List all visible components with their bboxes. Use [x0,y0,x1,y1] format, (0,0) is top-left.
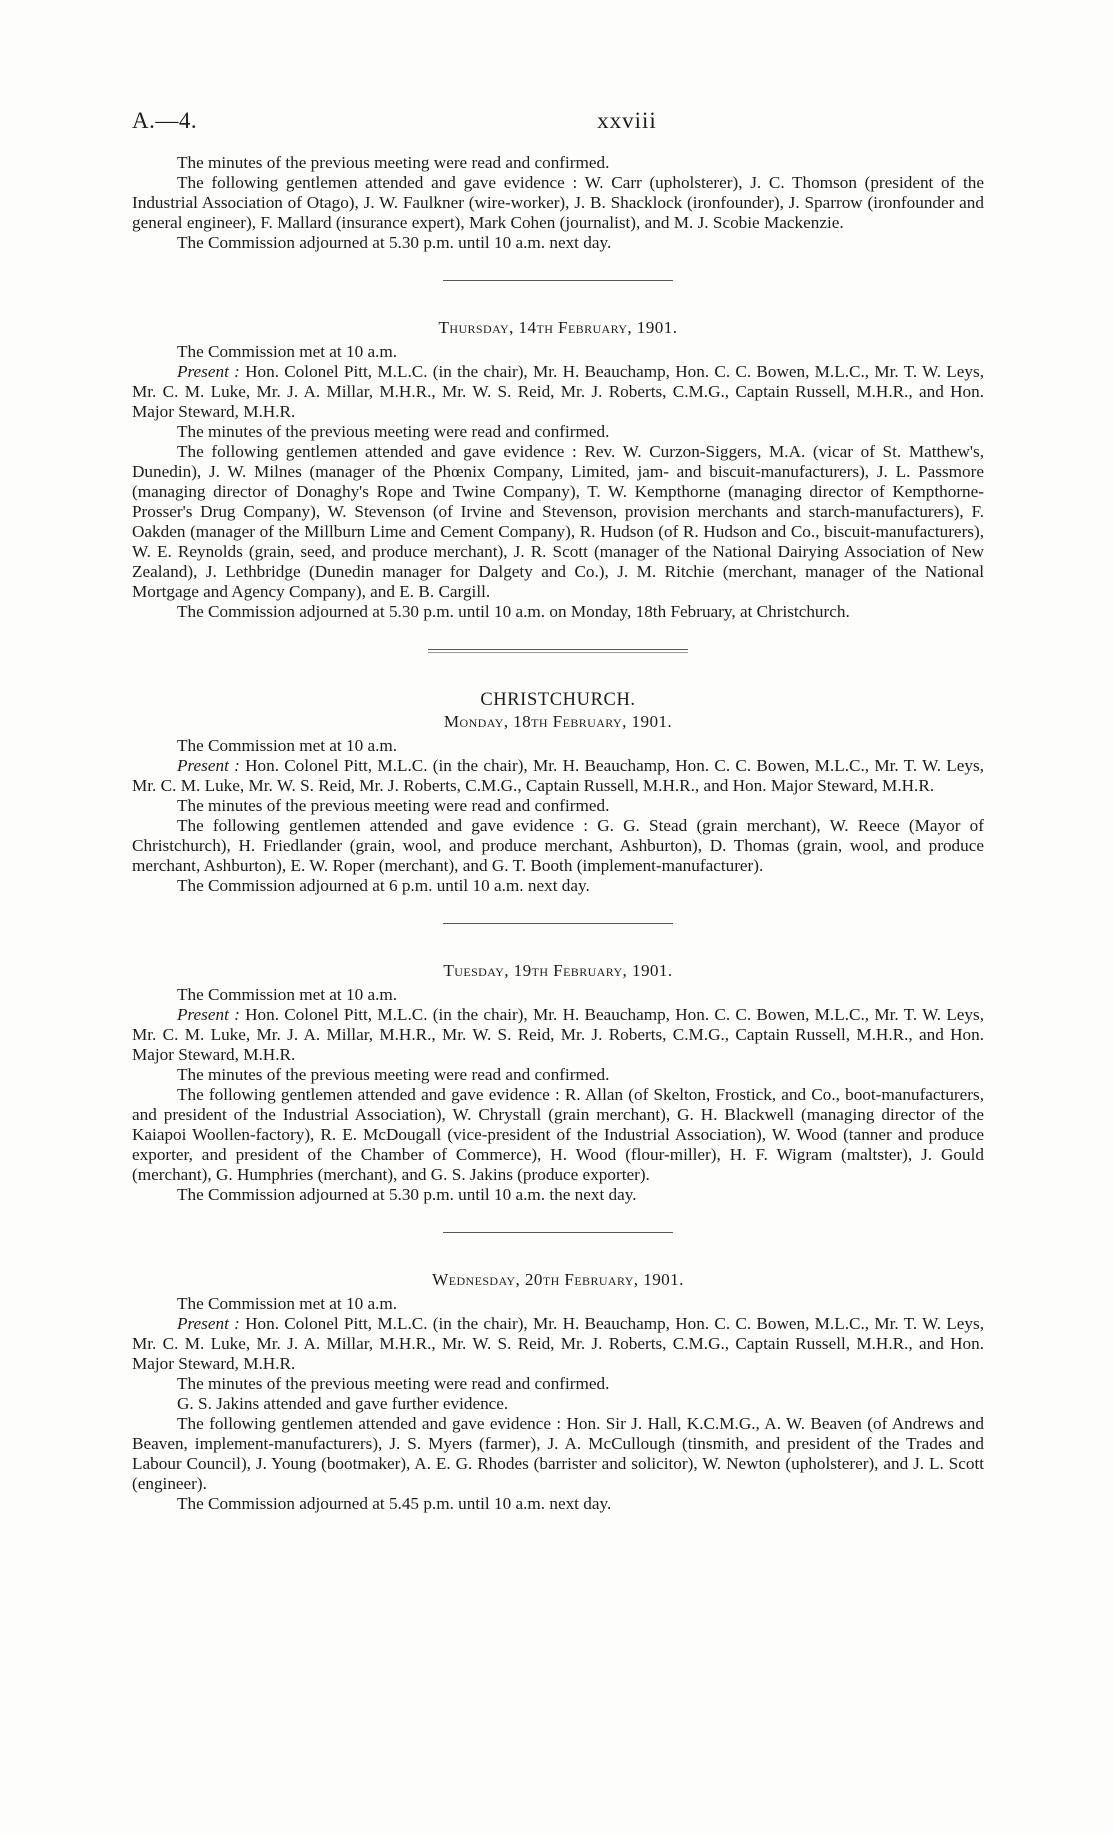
meeting-date: Monday, 18th February, 1901. [443,712,673,731]
meeting-minutes: The minutes of the previous meeting were read and confirmed. [177,1065,610,1084]
meeting-minutes: The minutes of the previous meeting were read and confirmed. [177,422,610,441]
meeting-present [132,756,984,796]
meeting-date: Wednesday, 20th February, 1901. [432,1270,684,1289]
present-label: Present : [177,1005,240,1024]
meeting-evidence: The following gentlemen attended and gave evidence : R. Allan (of Skelton, Frostick, and Co., boot-manufacturers, and president of the Industrial Association), W. Chrystall (grain merchant), G. H. Blackwell (managing director of the Kaiapoi Woollen-factory), R. E. McDougall (vice-president of the Industrial Association), W. Wood (tanner and produce exporter, and president of the Chamber of Commerce), H. Wood (flour-miller), H. F. Wigram (maltster), J. Gould (merchant), G. Humphries (merchant), and G. S. Jakins (produce exporter). [132,1085,984,1184]
meeting-adjourned: The Commission adjourned at 5.45 p.m. until 10 a.m. next day. [177,1494,612,1513]
meeting-minutes: The minutes of the previous meeting were read and confirmed. [177,1374,610,1393]
intro-evidence: The following gentlemen attended and gave evidence : W. Carr (upholsterer), J. C. Thomson (president of the Industrial Association of Otago), J. W. Faulkner (wire-worker), J. B. Shacklock (ironfounder), J. Sparrow (ironfounder and general engineer), F. Mallard (insurance expert), Mark Cohen (journalist), and M. J. Scobie Mackenzie. [132,173,984,232]
meeting-present [132,1314,984,1374]
present-members: Hon. Colonel Pitt, M.L.C. (in the chair), Mr. H. Beauchamp, Hon. C. C. Bowen, M.L.C., Mr. T. W. Leys, Mr. C. M. Luke, Mr. W. S. Reid, Mr. J. Roberts, C.M.G., Captain Russell, M.H.R., and Hon. Major Steward, M.H.R. [132,756,984,795]
meeting-section-thursday [132,318,984,622]
present-members: Hon. Colonel Pitt, M.L.C. (in the chair), Mr. H. Beauchamp, Hon. C. C. Bowen, M.L.C., Mr. T. W. Leys, Mr. C. M. Luke, Mr. J. A. Millar, M.H.R., Mr. W. S. Reid, Mr. J. Roberts, C.M.G., Captain Russell, M.H.R., and Hon. Major Steward, M.H.R. [132,362,984,421]
present-label: Present : [177,1314,240,1333]
page-header [132,108,982,138]
meeting-adjourned: The Commission adjourned at 5.30 p.m. until 10 a.m. on Monday, 18th February, at Christchurch. [177,602,850,621]
meeting-evidence: The following gentlemen attended and gave evidence : Rev. W. Curzon-Siggers, M.A. (vicar of St. Matthew's, Dunedin), J. W. Milnes (manager of the Phœnix Company, Limited, jam- and biscuit-manufacturers), J. L. Passmore (managing director of Donaghy's Rope and Twine Company), T. W. Kempthorne (managing director of Kempthorne-Prosser's Drug Company), W. Stevenson (of Irvine and Stevenson, provision merchants and starch-manufacturers), F. Oakden (manager of the Millburn Lime and Cement Company), R. Hudson (of R. Hudson and Co., biscuit-manufacturers), W. E. Reynolds (grain, seed, and produce merchant), J. R. Scott (manager of the National Dairying Association of New Zealand), J. Lethbridge (Dunedin manager for Dalgety and Co.), J. M. Ritchie (merchant, manager of the National Mortgage and Agency Company), and E. B. Cargill. [132,442,984,601]
meeting-evidence: The following gentlemen attended and gave evidence : Hon. Sir J. Hall, K.C.M.G., A. W. Beaven (of Andrews and Beaven, implement-manufacturers), J. S. Myers (farmer), J. A. McCullough (tinsmith, and president of the Trades and Labour Council), J. Young (bootmaker), A. E. G. Rhodes (barrister and solicitor), W. Newton (upholsterer), and J. L. Scott (engineer). [132,1414,984,1493]
meeting-met: The Commission met at 10 a.m. [177,736,398,755]
meeting-met: The Commission met at 10 a.m. [177,342,398,361]
intro-adjourned: The Commission adjourned at 5.30 p.m. until 10 a.m. next day. [177,233,612,252]
present-members: Hon. Colonel Pitt, M.L.C. (in the chair), Mr. H. Beauchamp, Hon. C. C. Bowen, M.L.C., Mr. T. W. Leys, Mr. C. M. Luke, Mr. J. A. Millar, M.H.R., Mr. W. S. Reid, Mr. J. Roberts, C.M.G., Captain Russell, M.H.R., and Hon. Major Steward, M.H.R. [132,1314,984,1373]
document-reference: A.—4. [132,108,198,133]
place-heading: CHRISTCHURCH. [480,690,636,710]
meeting-minutes: The minutes of the previous meeting were read and confirmed. [177,796,610,815]
meeting-evidence: The following gentlemen attended and gave evidence : G. G. Stead (grain merchant), W. Reece (Mayor of Christchurch), H. Friedlander (grain, wool, and produce merchant, Ashburton), D. Thomas (grain, wool, and produce merchant, Ashburton), E. W. Roper (merchant), and G. T. Booth (implement-manufacturer). [132,816,984,875]
section-divider [428,649,688,653]
section-divider [443,280,673,281]
minutes-body [132,153,984,1514]
present-label: Present : [177,756,240,775]
meeting-present [132,362,984,422]
meeting-met: The Commission met at 10 a.m. [177,1294,398,1313]
meeting-present [132,1005,984,1065]
meeting-section-wednesday [132,1270,984,1514]
present-label: Present : [177,362,240,381]
section-divider [443,923,673,924]
meeting-section-monday [132,690,984,896]
page-number: xxviii [597,108,657,133]
present-members: Hon. Colonel Pitt, M.L.C. (in the chair), Mr. H. Beauchamp, Hon. C. C. Bowen, M.L.C., Mr. T. W. Leys, Mr. C. M. Luke, Mr. J. A. Millar, M.H.R., Mr. W. S. Reid, Mr. J. Roberts, C.M.G., Captain Russell, M.H.R., and Hon. Major Steward, M.H.R. [132,1005,984,1064]
intro-minutes: The minutes of the previous meeting were read and confirmed. [177,153,610,172]
meeting-met: The Commission met at 10 a.m. [177,985,398,1004]
section-divider [443,1232,673,1233]
meeting-date: Tuesday, 19th February, 1901. [443,961,673,980]
meeting-adjourned: The Commission adjourned at 5.30 p.m. until 10 a.m. the next day. [177,1185,637,1204]
meeting-section-tuesday [132,961,984,1205]
meeting-adjourned: The Commission adjourned at 6 p.m. until 10 a.m. next day. [177,876,590,895]
meeting-date: Thursday, 14th February, 1901. [438,318,678,337]
meeting-extra: G. S. Jakins attended and gave further evidence. [177,1394,509,1413]
